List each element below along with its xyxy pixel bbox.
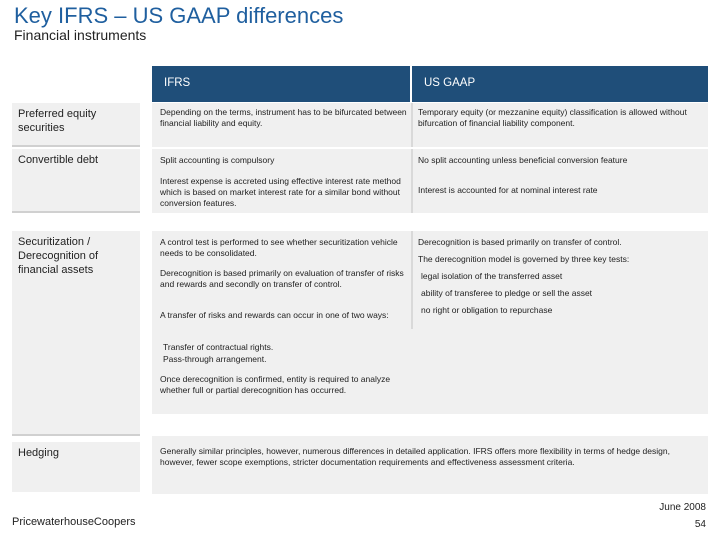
footer-date: June 2008: [659, 502, 706, 513]
row-label-text: Securitization / Derecognition of financial assets: [18, 236, 99, 276]
securitization-ifrs-contractual-rights: Transfer of contractual rights.: [163, 342, 274, 352]
row-label-text: Preferred equity securities: [18, 108, 97, 134]
securitization-gaap-test-repurchase: no right or obligation to repurchase: [421, 305, 553, 315]
column-header-us-gaap: [412, 66, 708, 102]
column-divider: [411, 231, 413, 329]
securitization-gaap-control: Derecognition is based primarily on transfer of control.: [418, 237, 622, 247]
page-subtitle: Financial instruments: [14, 27, 147, 43]
preferred-gaap-cell: Temporary equity (or mezzanine equity) classification is allowed without bifurcation of financial liability component.: [418, 107, 687, 129]
company-name: PricewaterhouseCoopers: [12, 516, 136, 528]
column-header-ifrs: [152, 66, 410, 102]
column-header-ifrs-label: IFRS: [164, 77, 191, 89]
securitization-ifrs-risks-rewards: Derecognition is based primarily on evaluation of transfer of risks and rewards and secondly on transfer of control.: [160, 268, 404, 290]
securitization-gaap-model: The derecognition model is governed by three key tests:: [418, 254, 630, 264]
column-header-us-gaap-label: US GAAP: [424, 77, 476, 89]
row-label-text: Convertible debt: [18, 154, 99, 166]
hedging-cell: Generally similar principles, however, numerous differences in detailed application. IFRS offers more flexibility in terms of hedge design, however, fewer scope exemptions, stricter documentation requirements and effectiveness assessment criteria.: [160, 446, 670, 468]
convertible-ifrs-cell: Split accounting is compulsory: [160, 155, 275, 165]
convertible-gaap-cell: No split accounting unless beneficial conversion feature: [418, 155, 628, 165]
row-label-hedging: [12, 442, 140, 492]
row-label-convertible: [12, 149, 140, 213]
securitization-gaap-test-legal-isolation: legal isolation of the transferred asset: [421, 271, 563, 281]
row-label-text: Hedging: [18, 447, 59, 459]
page-number: 54: [694, 519, 706, 530]
securitization-gaap-test-pledge: ability of transferee to pledge or sell the asset: [421, 288, 593, 298]
row-label-securitization: [12, 231, 140, 436]
securitization-ifrs-control-test: A control test is performed to see whether securitization vehicle needs to be consolidated.: [160, 237, 398, 259]
securitization-ifrs-transfer-ways: A transfer of risks and rewards can occur in one of two ways:: [160, 310, 389, 320]
securitization-ifrs-pass-through: Pass-through arrangement.: [163, 354, 267, 364]
convertible-gaap-interest-cell: Interest is accounted for at nominal interest rate: [418, 185, 598, 195]
securitization-ifrs-derecognition-confirmed: Once derecognition is confirmed, entity is required to analyze whether full or partial derecognition has occurred.: [160, 374, 391, 396]
preferred-ifrs-cell: Depending on the terms, instrument has to be bifurcated between financial liability and equity.: [160, 107, 407, 129]
column-divider: [411, 103, 413, 147]
column-divider: [411, 149, 413, 213]
page-title: Key IFRS – US GAAP differences: [14, 3, 344, 28]
convertible-ifrs-interest-cell: Interest expense is accreted using effective interest rate method which is based on market interest rate for a similar bond without conversion features.: [160, 176, 401, 209]
row-label-preferred: [12, 103, 140, 147]
